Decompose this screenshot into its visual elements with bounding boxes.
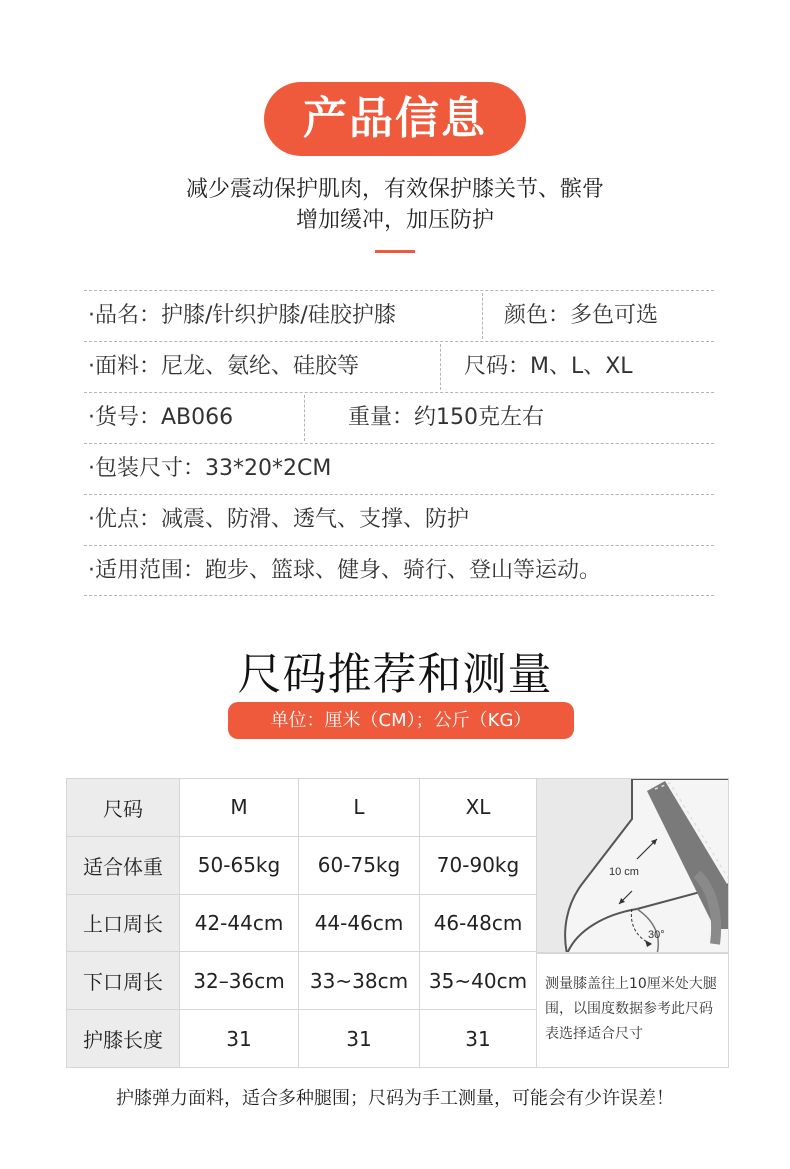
size-table	[66, 778, 537, 1068]
table-cell: 35~40cm	[420, 952, 537, 1010]
table-cell: 32–36cm	[180, 952, 299, 1010]
row-label: 适合体重	[67, 836, 180, 894]
table-header-cell: XL	[420, 779, 537, 837]
divider	[375, 250, 415, 253]
product-name: ·品名：护膝/针织护膝/硅胶护膝	[88, 303, 396, 328]
info-row-material	[84, 341, 714, 392]
unit-badge: 单位：厘米（CM）；公斤（KG）	[228, 702, 574, 739]
table-cell: 50-65kg	[180, 836, 299, 894]
info-row-item	[84, 392, 714, 443]
product-info-table	[84, 290, 714, 596]
table-row	[67, 952, 537, 1010]
table-row	[67, 836, 537, 894]
table-cell: 60-75kg	[299, 836, 420, 894]
knee-measurement-illustration	[536, 778, 729, 953]
info-row-advantages	[84, 494, 714, 545]
info-row-package	[84, 443, 714, 494]
table-header-cell: M	[180, 779, 299, 837]
row-label: 上口周长	[67, 894, 180, 952]
column-divider	[304, 395, 305, 441]
product-info-title: 产品信息	[264, 82, 526, 156]
row-label: 下口周长	[67, 952, 180, 1010]
table-header-row	[67, 779, 537, 837]
intro-line-1: 减少震动保护肌肉，有效保护膝关节、髌骨	[185, 177, 604, 202]
table-cell: 44-46cm	[299, 894, 420, 952]
product-package: ·包装尺寸：33*20*2CM	[88, 456, 332, 481]
table-cell: 70-90kg	[420, 836, 537, 894]
product-usage: ·适用范围：跑步、篮球、健身、骑行、登山等运动。	[88, 558, 601, 583]
info-row-usage	[84, 545, 714, 596]
table-row	[67, 894, 537, 952]
distance-label: 10 cm	[609, 866, 639, 878]
measurement-note: 测量膝盖往上10厘米处大腿围，以围度数据参考此尺码表选择适合尺寸	[536, 953, 729, 1068]
table-header-cell: L	[299, 779, 420, 837]
intro-line-2: 增加缓冲，加压防护	[295, 208, 494, 233]
knee-measure-graphic	[537, 779, 729, 953]
product-size: 尺码：M、L、XL	[464, 354, 633, 379]
info-row-name	[84, 290, 714, 341]
column-divider	[440, 344, 441, 390]
table-header-cell: 尺码	[67, 779, 180, 837]
column-divider	[482, 293, 483, 339]
table-cell: 42-44cm	[180, 894, 299, 952]
table-cell: 46-48cm	[420, 894, 537, 952]
product-material: ·面料：尼龙、氨纶、硅胶等	[88, 354, 359, 379]
table-row	[67, 1010, 537, 1068]
product-advantages: ·优点：减震、防滑、透气、支撑、防护	[88, 507, 469, 532]
angle-label: 30°	[648, 929, 665, 941]
product-color: 颜色：多色可选	[504, 303, 659, 328]
product-weight: 重量：约150克左右	[348, 405, 544, 430]
footer-note: 护膝弹力面料，适合多种腿围；尺码为手工测量，可能会有少许误差！	[116, 1088, 674, 1109]
table-cell: 31	[180, 1010, 299, 1068]
table-cell: 33~38cm	[299, 952, 420, 1010]
size-section-title: 尺码推荐和测量	[237, 649, 553, 700]
table-cell: 31	[420, 1010, 537, 1068]
product-item-no: ·货号：AB066	[88, 405, 234, 430]
table-cell: 31	[299, 1010, 420, 1068]
row-label: 护膝长度	[67, 1010, 180, 1068]
